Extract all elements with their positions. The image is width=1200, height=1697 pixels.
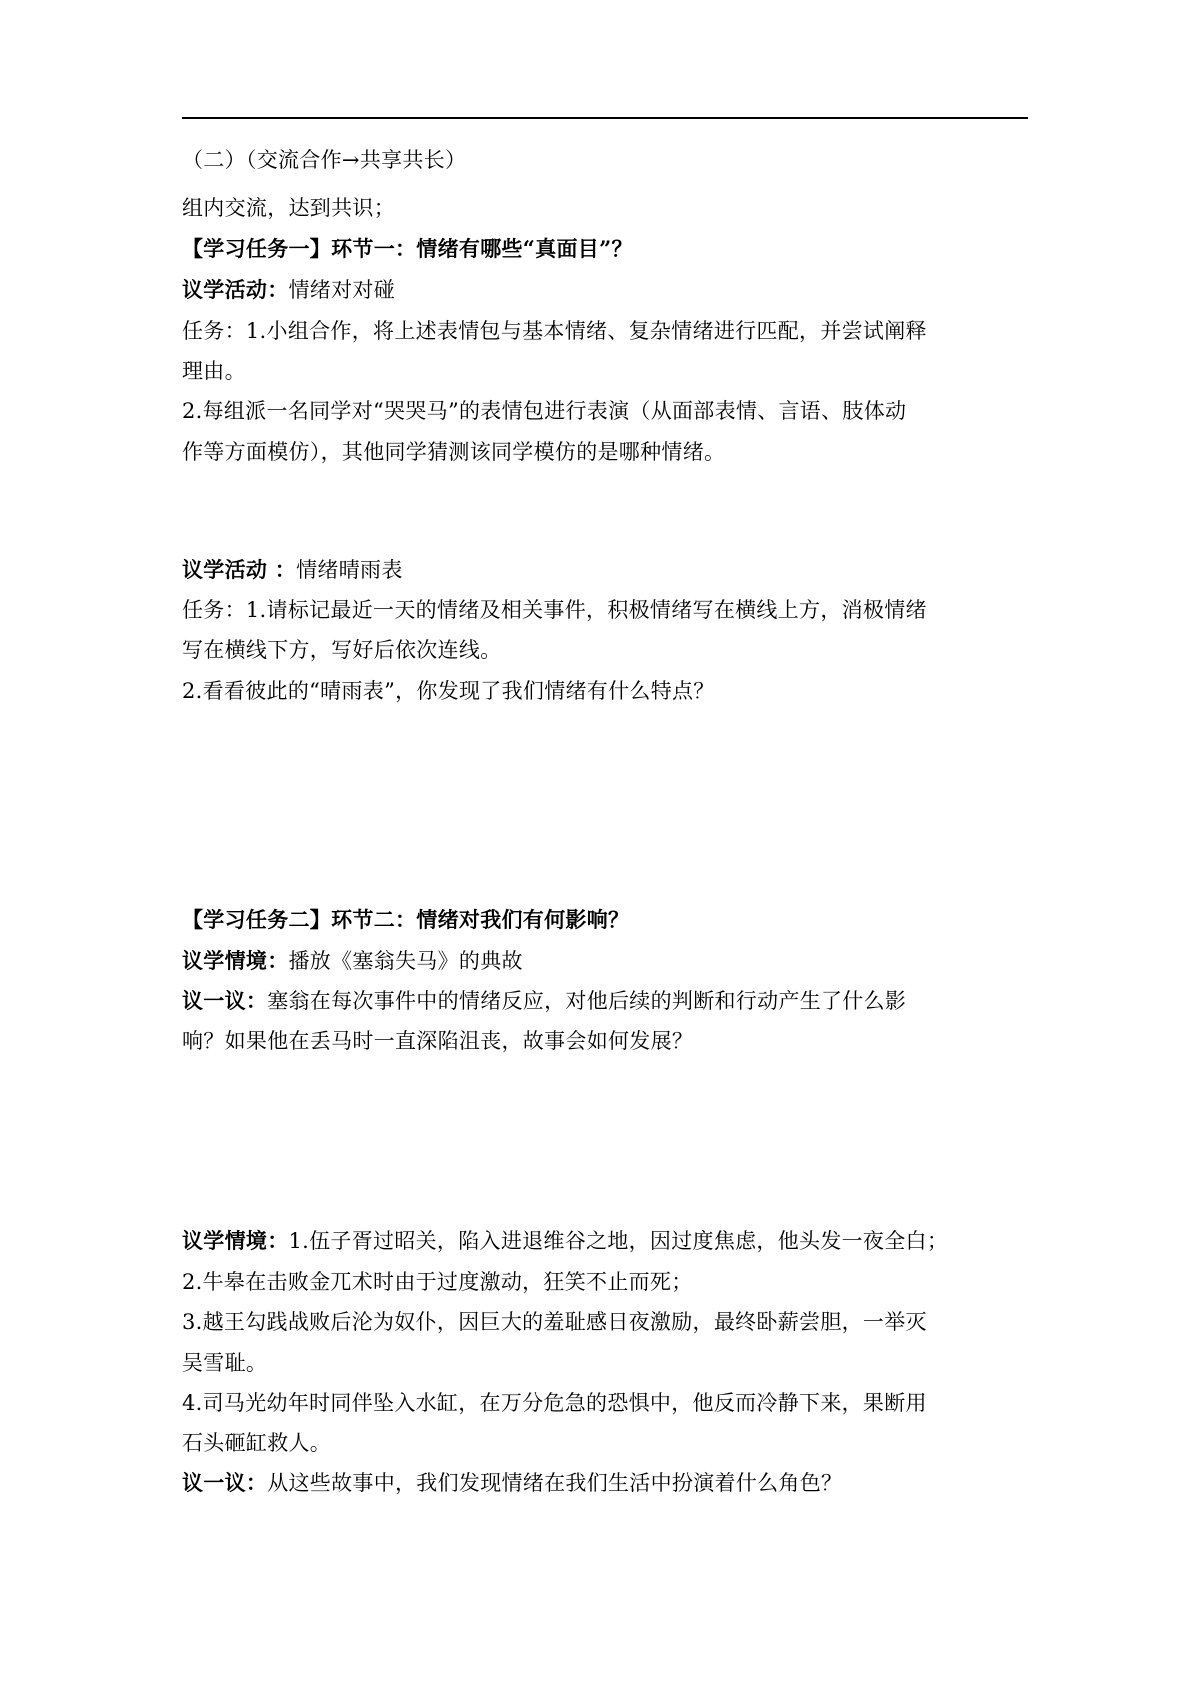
activity1-line: [182, 276, 1028, 304]
discuss2-line: [182, 1469, 1028, 1497]
situation2-line5: 4.司马光幼年时同伴坠入水缸，在万分危急的恐惧中，他反而冷静下来，果断用: [182, 1391, 927, 1415]
situation1-label: 议学情境：: [182, 948, 289, 973]
activity1-label: 议学活动：: [182, 277, 289, 302]
discuss2-label: 议一议：: [182, 1470, 268, 1495]
situation1-line: [182, 947, 1028, 975]
activity1-task-line3: 2.每组派一名同学对“哭哭马”的表情包进行表演（从面部表情、言语、肢体动: [182, 399, 907, 423]
situation2-line1: [182, 1227, 1028, 1255]
discuss1-line1: [182, 987, 1028, 1015]
activity1-task-line1: 任务：1.小组合作，将上述表情包与基本情绪、复杂情绪进行匹配，并尝试阐释: [182, 319, 927, 343]
activity1-title: 情绪对对碰: [288, 278, 395, 302]
activity2-task-line2: 写在横线下方，写好后依次连线。: [182, 638, 502, 662]
activity2-task-line1: 任务：1.请标记最近一天的情绪及相关事件，积极情绪写在横线上方，消极情绪: [182, 598, 927, 622]
discuss1-label: 议一议：: [182, 988, 268, 1013]
situation2-text: 1.伍子胥过昭关，陷入进退维谷之地，因过度焦虑，他头发一夜全白；: [288, 1229, 949, 1253]
section-title: （二）（交流合作→共享共长）: [182, 148, 467, 172]
discuss2-text: 从这些故事中，我们发现情绪在我们生活中扮演着什么角色？: [267, 1471, 843, 1495]
situation2-line6: 石头砸缸救人。: [182, 1431, 332, 1455]
discuss1-text: 塞翁在每次事件中的情绪反应，对他后续的判断和行动产生了什么影: [267, 989, 907, 1013]
task2-heading: 【学习任务二】环节二：情绪对我们有何影响？: [182, 907, 630, 932]
situation2-line4: 吴雪耻。: [182, 1351, 268, 1375]
activity2-task-line3: 2.看看彼此的“晴雨表”，你发现了我们情绪有什么特点？: [182, 679, 715, 703]
situation2-line2: 2.牛皋在击败金兀术时由于过度激动，狂笑不止而死；: [182, 1270, 693, 1294]
situation2-label: 议学情境：: [182, 1228, 289, 1253]
intro-text: 组内交流，达到共识；: [182, 196, 395, 220]
situation2-line3: 3.越王勾践战败后沦为奴仆，因巨大的羞耻感日夜激励，最终卧薪尝胆，一举灭: [182, 1310, 927, 1334]
header-rule: [182, 117, 1028, 119]
activity2-line: [182, 556, 1028, 584]
activity2-label: 议学活动 ：: [182, 557, 297, 582]
activity1-task-line4: 作等方面模仿），其他同学猜测该同学模仿的是哪种情绪。: [182, 440, 726, 464]
situation1-text: 播放《塞翁失马》的典故: [288, 949, 523, 973]
discuss1-line2: 响？如果他在丢马时一直深陷沮丧，故事会如何发展？: [182, 1029, 694, 1053]
activity1-task-line2: 理由。: [182, 359, 246, 383]
task1-heading: 【学习任务一】环节一：情绪有哪些“真面目”？: [182, 236, 633, 261]
activity2-title: 情绪晴雨表: [296, 558, 403, 582]
